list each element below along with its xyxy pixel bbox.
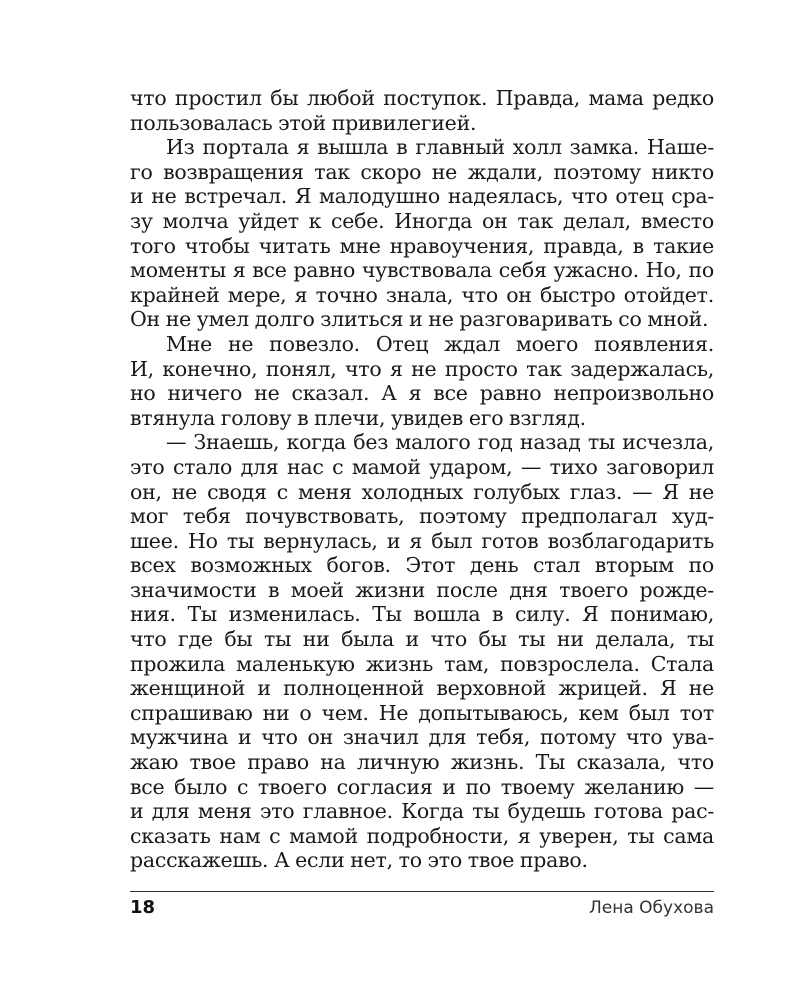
footer-divider [130,891,714,892]
text-line: расскажешь. А если нет, то это твое право. [130,848,588,873]
text-line: прожила маленькую жизнь там, повзрослела. Стала [130,651,714,676]
text-line: все было с твоего согласия и по твоему желанию — [130,774,714,799]
text-line: значимости в моей жизни после дня твоего рожде- [130,577,714,602]
text-line: спрашиваю ни о чем. Не допытываюсь, кем был тот [130,700,714,725]
text-line: шее. Но ты вернулась, и я был готов возблагодарить [130,528,714,553]
text-body [130,86,714,873]
text-line: моменты я все равно чувствовала себя ужасно. Но, по [130,258,714,283]
text-line: но ничего не сказал. А я все равно непроизвольно [130,381,714,406]
text-line: что простил бы любой поступок. Правда, мама редко [130,86,714,110]
text-line: всех возможных богов. Этот день стал вторым по [130,553,714,578]
text-line: сказать нам с мамой подробности, я уверен, ты сама [130,823,714,848]
text-line: он, не сводя с меня холодных голубых глаз. — Я не [130,479,714,504]
text-line: и не встречал. Я малодушно надеялась, что отец сра- [130,184,714,209]
text-line: пользовалась этой привилегией. [130,110,477,135]
text-line: — Знаешь, когда без малого год назад ты исчезла, [166,430,714,455]
text-line: крайней мере, я точно знала, что он быстро отойдет. [130,282,714,307]
text-line: ния. Ты изменилась. Ты вошла в силу. Я понимаю, [130,602,714,627]
text-line: мужчина и что он значил для тебя, потому что ува- [130,725,714,750]
page-footer [130,897,714,921]
text-line: и для меня это главное. Когда ты будешь готова рас- [130,799,714,824]
page-number: 18 [130,897,156,918]
author-name: Лена Обухова [588,898,714,918]
text-line: зу молча уйдет к себе. Иногда он так делал, вместо [130,208,714,233]
text-line: жаю твое право на личную жизнь. Ты сказала, что [130,750,714,775]
text-line: Мне не повезло. Отец ждал моего появления. [166,331,714,356]
text-line: втянула голову в плечи, увидев его взгляд. [130,405,586,430]
text-line: мог тебя почувствовать, поэтому предполагал худ- [130,504,714,529]
text-line: го возвращения так скоро не ждали, поэтому никто [130,159,714,184]
text-line: Из портала я вышла в главный холл замка. Наше- [166,135,714,160]
text-line: Он не умел долго злиться и не разговаривать со мной. [130,307,709,332]
text-line: женщиной и полноценной верховной жрицей. Я не [130,676,714,701]
book-page-text [130,86,714,873]
text-line: это стало для нас с мамой ударом, — тихо заговорил [130,454,714,479]
text-line: И, конечно, понял, что я не просто так задержалась, [130,356,714,381]
text-line: что где бы ты ни была и что бы ты ни делала, ты [130,627,714,652]
text-line: того чтобы читать мне нравоучения, правда, в такие [130,233,714,258]
